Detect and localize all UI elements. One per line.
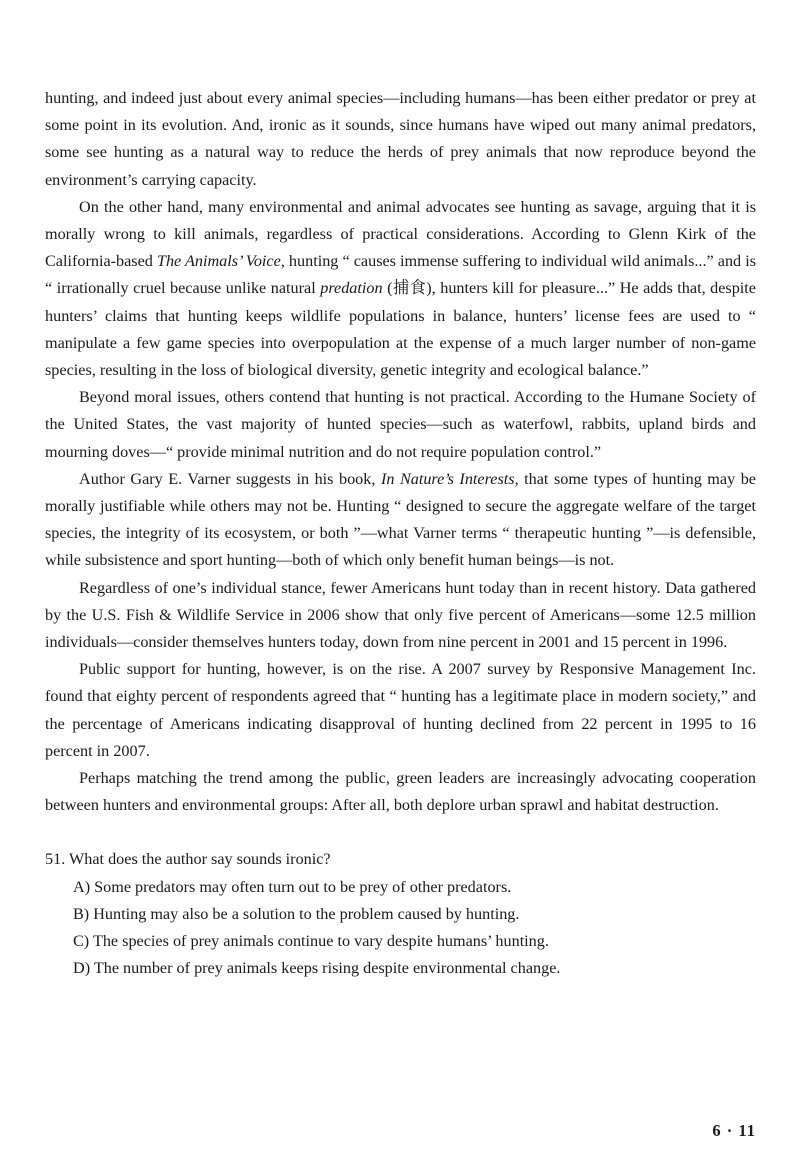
- passage-paragraph-5: Regardless of one’s individual stance, fewer Americans hunt today than in recent history. Data gathered by the U.S. Fish & Wildlife Service in 2006 show that only five percent of Americans—some 12.5 million individuals—consider themselves hunters today, down from nine percent in 2001 and 15 percent in 1996.: [45, 578, 756, 652]
- question-stem: 51. What does the author say sounds ironic?: [45, 850, 331, 869]
- option-b: B) Hunting may also be a solution to the problem caused by hunting.: [73, 904, 520, 923]
- paragraph-2-text-a: On the other hand, many environmental and animal advocates see hunting as savage, arguing that it is morally wrong to kill animals, regardless of practical considerations. According to Glenn Kirk of the California-based: [45, 197, 756, 271]
- term-predation: predation: [320, 279, 383, 298]
- paragraph-2-text-e: (捕食), hunters kill for pleasure...” He adds that, despite hunters’ claims that hunting keeps wildlife populations in balance, hunters’ license fees are used to “ manipulate a few game species into overpopulation at the expense of a much larger number of non-game species, resulting in the loss of biological diversity, genetic integrity and ecological balance.”: [45, 279, 756, 380]
- passage-paragraph-4: [45, 466, 756, 575]
- paragraph-2-text-c: , hunting “ causes immense suffering to individual wild animals...” and is “ irrationally cruel because unlike natural: [45, 252, 757, 298]
- book-title-in-natures-interests: In Nature’s Interests: [380, 469, 515, 488]
- option-d: D) The number of prey animals keeps rising despite environmental change.: [73, 959, 561, 978]
- document-page: [45, 85, 756, 983]
- publication-title-animals-voice: The Animals’ Voice: [156, 252, 281, 271]
- passage-paragraph-2: [45, 194, 756, 384]
- question-51: [45, 846, 756, 982]
- passage-paragraph-1: hunting, and indeed just about every animal species—including humans—has been either predator or prey at some point in its evolution. And, ironic as it sounds, since humans have wiped out many animal predators, some see hunting as a natural way to reduce the herds of prey animals that now reproduce beyond the environment’s carrying capacity.: [45, 89, 756, 189]
- passage-paragraph-6: Public support for hunting, however, is on the rise. A 2007 survey by Responsive Management Inc. found that eighty percent of respondents agreed that “ hunting has a legitimate place in modern society,” and the percentage of Americans indicating disapproval of hunting declined from 22 percent in 1995 to 16 percent in 2007.: [45, 660, 756, 760]
- page-number: 6 · 11: [712, 1121, 756, 1140]
- passage-paragraph-7: Perhaps matching the trend among the public, green leaders are increasingly advocating cooperation between hunters and environmental groups: After all, both deplore urban sprawl and habitat destruction.: [45, 769, 756, 815]
- paragraph-4-text-a: Author Gary E. Varner suggests in his book,: [79, 469, 381, 488]
- option-c: C) The species of prey animals continue to vary despite humans’ hunting.: [73, 932, 549, 951]
- option-a: A) Some predators may often turn out to be prey of other predators.: [73, 877, 512, 896]
- passage-paragraph-3: Beyond moral issues, others contend that hunting is not practical. According to the Humane Society of the United States, the vast majority of hunted species—such as waterfowl, rabbits, upland birds and mourning doves—“ provide minimal nutrition and do not require population control.”: [45, 388, 756, 461]
- paragraph-4-text-c: , that some types of hunting may be morally justifiable while others may not be. Hunting “ designed to secure the aggregate welfare of the target species, the integrity of its ecosystem, or both ”—what Varner terms “ therapeutic hunting ”—is defensible, while subsistence and sport hunting—both of which only benefit human beings—is not.: [45, 469, 756, 570]
